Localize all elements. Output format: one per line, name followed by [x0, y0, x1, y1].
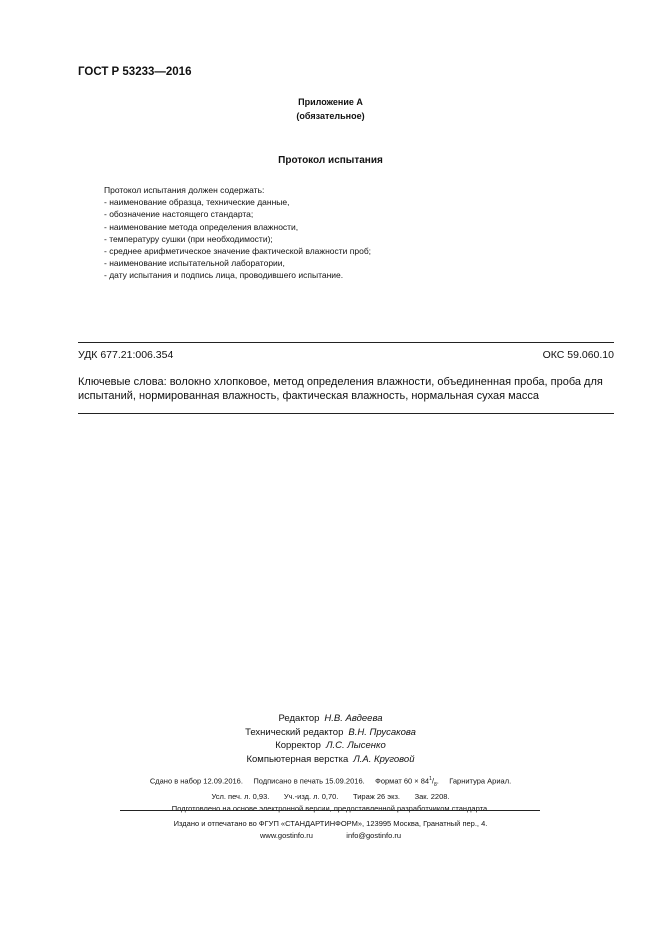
credit-person: Н.В. Авдеева [324, 713, 383, 724]
imprint-typeface: . Гарнитура Ариал. [436, 776, 512, 786]
credit-role: Редактор [278, 713, 320, 724]
publisher-website[interactable]: www.gostinfo.ru [259, 831, 313, 840]
divider-imprint [120, 810, 540, 811]
divider-top [78, 342, 614, 343]
credit-row [0, 753, 661, 767]
credit-person: Л.С. Лысенко [325, 740, 386, 751]
credit-row [0, 712, 661, 726]
credit-role: Технический редактор [245, 726, 344, 738]
document-code: ГОСТ Р 53233—2016 [78, 66, 192, 78]
credit-role: Корректор [275, 740, 321, 751]
publisher-address: Издано и отпечатано во ФГУП «СТАНДАРТИНФОРМ», 123995 Москва, Гранатный пер., 4. [173, 819, 488, 828]
list-item: - обозначение настоящего стандарта; [104, 209, 254, 220]
imprint-dates: Сдано в набор 12.09.2016. Подписано в печать 15.09.2016. Формат 60 × 84 [149, 776, 430, 786]
credit-row [0, 739, 661, 753]
divider-bottom [78, 413, 614, 414]
section-title: Протокол испытания [278, 155, 383, 166]
list-item: - наименование образца, технические данные, [104, 197, 290, 208]
format-subscript: 8 [433, 782, 437, 788]
protocol-intro: Протокол испытания должен содержать: [104, 185, 265, 195]
publisher-block [0, 818, 661, 842]
credit-person: В.Н. Прусакова [348, 726, 416, 738]
list-item: - дату испытания и подпись лица, проводившего испытание. [104, 270, 344, 281]
credit-role: Компьютерная верстка [246, 753, 349, 765]
appendix-title: Приложение А [298, 97, 363, 107]
credit-row [0, 726, 661, 740]
credits-block [0, 712, 661, 766]
credit-person: Л.А. Круговой [353, 753, 415, 765]
list-item: - наименование метода определения влажности, [104, 221, 299, 232]
imprint-line: Усл. печ. л. 0,93. Уч.-изд. л. 0,70. Тираж 26 экз. Зак. 2208. [211, 792, 450, 801]
oks-code: ОКС 59.060.10 [542, 349, 614, 361]
list-item: - температуру сушки (при необходимости); [104, 233, 273, 244]
publisher-email[interactable]: info@gostinfo.ru [346, 831, 402, 840]
imprint-line: Сдано в набор 12.09.2016. Подписано в печать 15.09.2016. Формат $60 \times 84^1/_8$. Гарнитура Ариал. [149, 776, 512, 788]
print-imprint [0, 773, 661, 815]
appendix-heading [0, 95, 661, 123]
udk-code: УДК 677.21:006.354 [78, 349, 174, 361]
appendix-status: (обязательное) [296, 111, 365, 121]
list-item: - наименование испытательной лаборатории, [104, 258, 285, 269]
imprint-line: Подготовлено на основе электронной версии, предоставленной разработчиком стандарта. [171, 804, 490, 813]
keywords: Ключевые слова: волокно хлопковое, метод определения влажности, объединенная проба, проба для испытаний, нормированная влажность, фактическая влажность, нормальная сухая масса [78, 376, 603, 402]
publisher-contacts [0, 830, 661, 842]
protocol-requirements [104, 184, 371, 282]
list-item: - среднее арифметическое значение фактической влажности проб; [104, 246, 372, 257]
format-superscript: 1 [429, 776, 432, 782]
